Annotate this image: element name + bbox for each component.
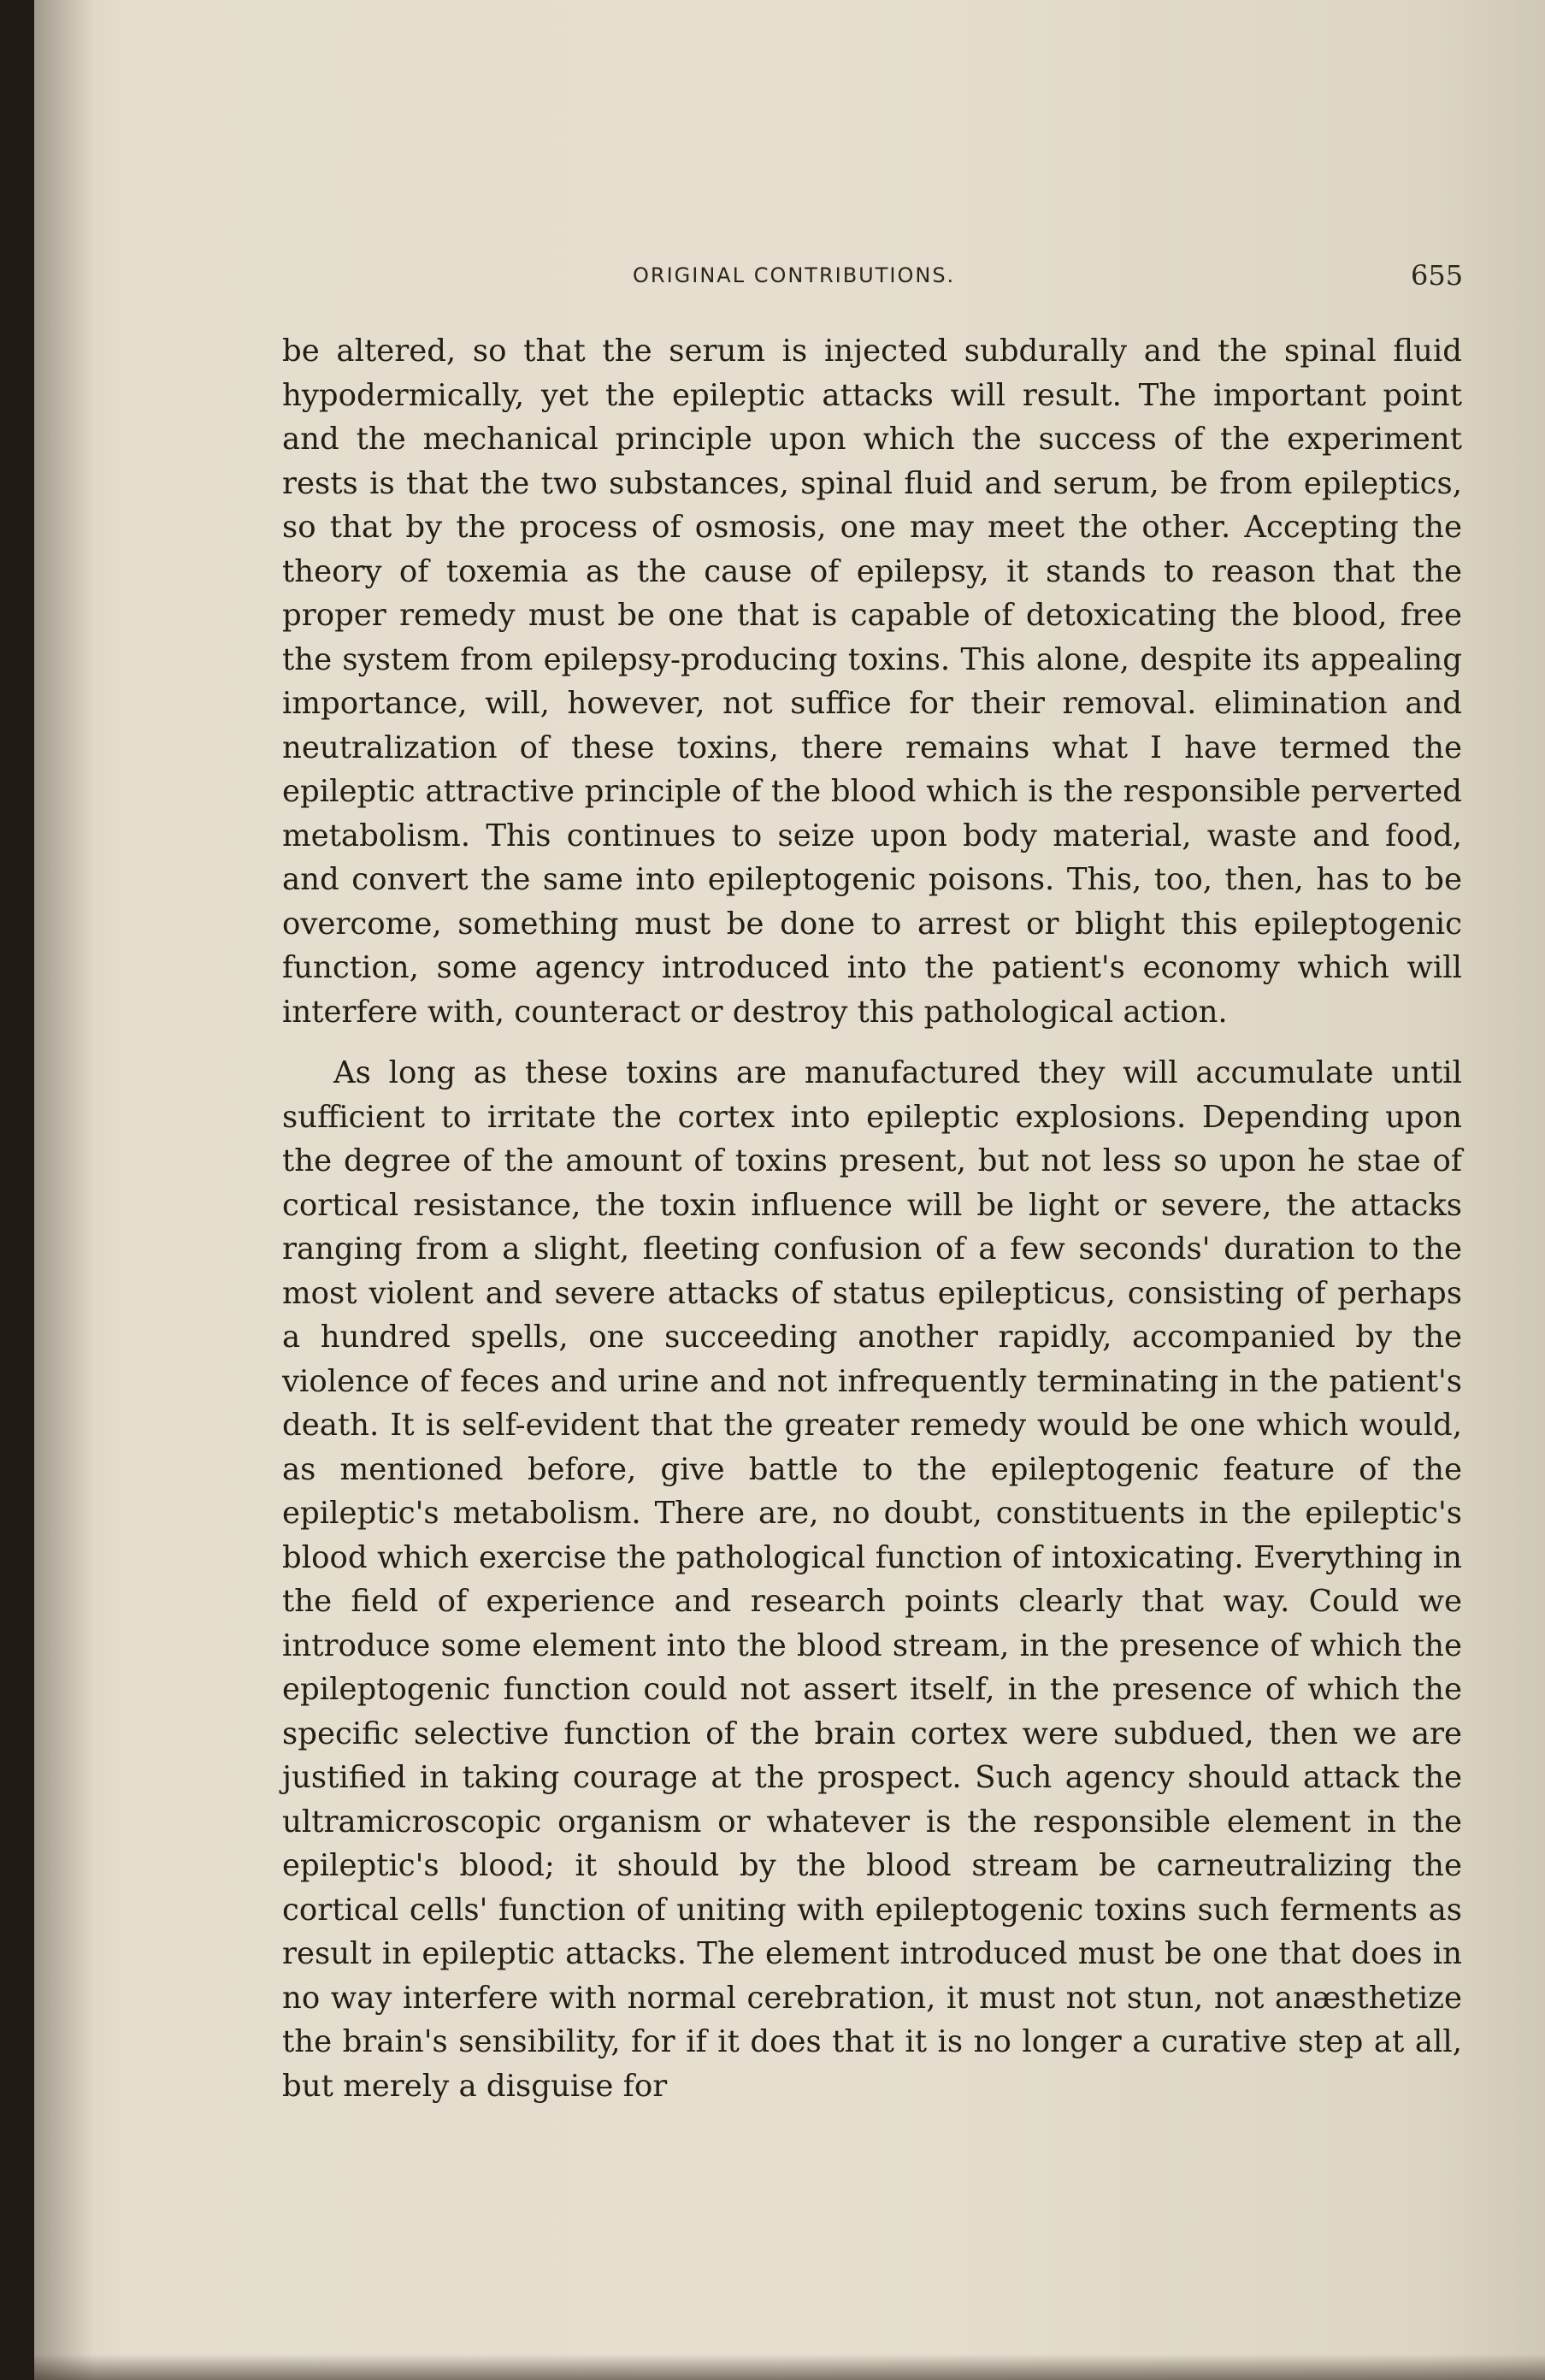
page-number: 655 [1411,259,1464,292]
paragraph-1: be altered, so that the serum is injected subdurally and the spinal fluid hypodermically, yet the epileptic attacks will result. The important point and the mechanical principle upon which the success of the experiment rests is that the two substances, spinal fluid and serum, be from epileptics, so that by the process of osmosis, one may meet the other. Accepting the theory of toxemia as the cause of epilepsy, it stands to reason that the proper remedy must be one that is capable of detoxicating the blood, free the system from epilepsy-producing toxins. This alone, despite its appealing importance, will, however, not suffice for their removal. elimination and neutralization of these toxins, there remains what I have termed the epileptic attractive principle of the blood which is the responsible perverted metabolism. This continues to seize upon body material, waste and food, and convert the same into epileptogenic poisons. This, too, then, has to be overcome, something must be done to arrest or blight this epileptogenic function, some agency introduced into the patient's economy which will interfere with, counteract or destroy this pathological action. [282,334,1462,1030]
paragraph-2: As long as these toxins are manufactured they will accumulate until sufficient to irritate the cortex into epileptic explosions. Depending upon the degree of the amount of toxins present, but not less so upon he stae of cortical resistance, the toxin influence will be light or severe, the attacks ranging from a slight, fleeting confusion of a few seconds' duration to the most violent and severe attacks of status epilepticus, consisting of perhaps a hundred spells, one succeeding another rapidly, accompanied by the violence of feces and urine and not infrequently terminating in the patient's death. It is self-evident that the greater remedy would be one which would, as mentioned before, give battle to the epileptogenic feature of the epileptic's metabolism. There are, no doubt, constituents in the epileptic's blood which exercise the pathological function of intoxicating. Everything in the field of experience and research points clearly that way. Could we introduce some element into the blood stream, in the presence of which the epileptogenic function could not assert itself, in the presence of which the specific selective function of the brain cortex were subdued, then we are justified in taking courage at the prospect. Such agency should attack the ultramicroscopic organism or whatever is the responsible element in the epileptic's blood; it should by the blood stream be carneutralizing the cortical cells' function of uniting with epileptogenic toxins such ferments as result in epileptic attacks. The element introduced must be one that does in no way interfere with normal cerebration, it must not stun, not anæsthetize the brain's sensibility, for if it does that it is no longer a curative step at all, but merely a disguise for [282,1055,1462,2104]
book-page [34,0,1545,2380]
page-bottom-edge [34,2354,1545,2380]
body-text [282,329,1462,2108]
running-head: ORIGINAL CONTRIBUTIONS. [633,263,956,287]
spine-shadow [34,0,94,2380]
